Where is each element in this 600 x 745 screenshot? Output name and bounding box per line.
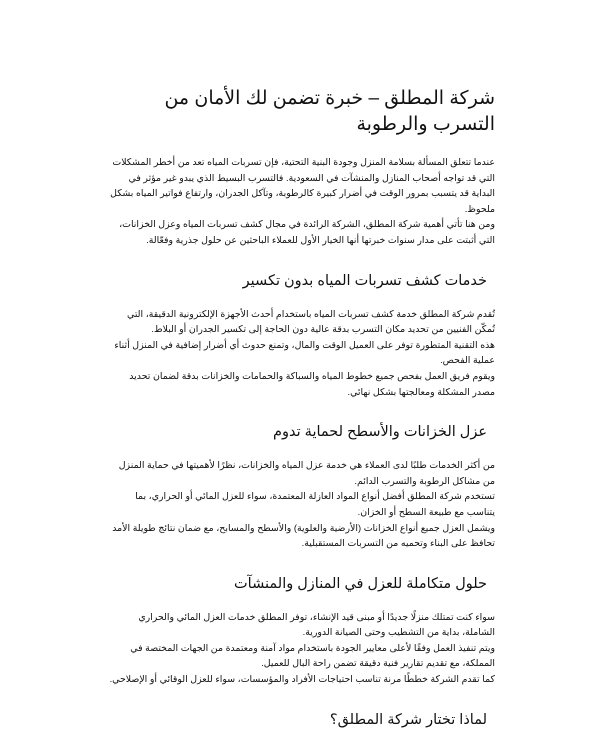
section-body [105, 457, 495, 551]
section-body [105, 306, 495, 400]
section-heading: عزل الخزانات والأسطح لحماية تدوم [273, 424, 487, 441]
paragraph-text: هذه التقنية المتطورة توفر على العميل الوقت والمال، وتمنع حدوث أي أضرار إضافية في المنزل أثناء عملية الفحص. [114, 338, 495, 366]
paragraph-text: تستخدم شركة المطلق أفضل أنواع المواد العازلة المعتمدة، سواء للعزل المائي أو الحراري، بما يتناسب مع طبيعة السطح أو الخزان. [135, 490, 495, 517]
paragraph-text: عندما تتعلق المسألة بسلامة المنزل وجودة البنية التحتية، فإن تسربات المياه تعد من أخطر المشكلات التي قد تواجه أصحاب المنازل والمنشآت في السعودية. فالتسرب البسيط الذي يبدو غير مؤثر في البداية قد يتسبب بمرور الوقت في أضرار كبيرة كالرطوبة، وتآكل الجدران، وارتفاع فواتير المياه بشكل ملحوظ. [110, 156, 495, 214]
section-heading: حلول متكاملة للعزل في المنازل والمنشآت [234, 575, 487, 592]
paragraph-text: ويشمل العزل جميع أنواع الخزانات (الأرضية والعلوية) والأسطح والمسابح، مع ضمان نتائج طويلة الأمد تحافظ على البناء وتحميه من التسربات المستقبلية. [112, 521, 495, 549]
intro-paragraph [105, 154, 495, 248]
paragraph-text: كما تقدم الشركة خططًا مرنة تناسب احتياجات الأفراد والمؤسسات، سواء للعزل الوقائي أو الإصلاحي. [109, 673, 495, 685]
paragraph-text: من أكثر الخدمات طلبًا لدى العملاء هي خدمة عزل المياه والخزانات، نظرًا لأهميتها في حماية المنزل من مشاكل الرطوبة والتسرب الدائم. [118, 459, 495, 486]
section-body [105, 609, 495, 687]
paragraph-text: ومن هنا تأتي أهمية شركة المطلق، الشركة الرائدة في مجال كشف تسربات المياه وعزل الخزانات، التي أثبتت على مدار سنوات خبرتها أنها الخيار الأول للعملاء الباحثين عن حلول جذرية وفعّالة. [119, 218, 495, 245]
document [105, 86, 495, 745]
paragraph-text: ويقوم فريق العمل بفحص جميع خطوط المياه والسباكة والحمامات والخزانات بدقة لضمان تحديد مصدر المشكلة ومعالجتها بشكل نهائي. [129, 369, 495, 397]
paragraph-text: تُقدم شركة المطلق خدمة كشف تسربات المياه باستخدام أحدث الأجهزة الإلكترونية الدقيقة، التي تُمكّن الفنيين من تحديد مكان التسرب بدقة عالية دون الحاجة إلى تكسير الجدران أو البلاط. [127, 307, 495, 335]
section-heading: لماذا تختار شركة المطلق؟ [329, 711, 487, 728]
paragraph-text: سواء كنت تمتلك منزلًا جديدًا أو مبنى قيد الإنشاء، توفر المطلق خدمات العزل المائي والحراري الشاملة، بداية من التشطيب وحتى الصيانة الدورية. [138, 610, 495, 638]
section-heading: خدمات كشف تسربات المياه بدون تكسير [242, 272, 487, 289]
page-title: شركة المطلق – خبرة تضمن لك الأمان من التسرب والرطوبة [164, 88, 495, 135]
paragraph-text: ويتم تنفيذ العمل وفقًا لأعلى معايير الجودة باستخدام مواد آمنة ومعتمدة من الجهات المختصة في المملكة، مع تقديم تقارير فنية دقيقة تضمن راحة البال للعميل. [130, 641, 495, 669]
